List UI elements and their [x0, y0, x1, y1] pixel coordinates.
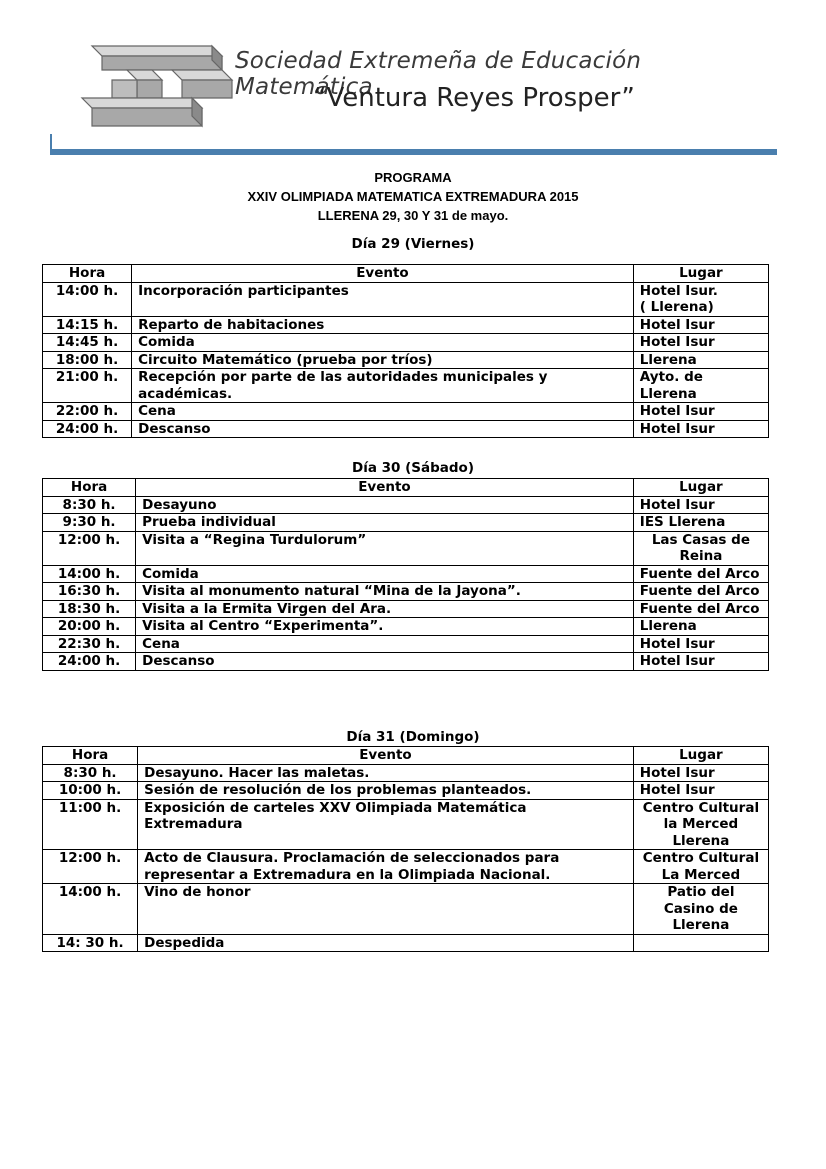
lugar-cell: Patio del Casino de Llerena — [633, 884, 768, 935]
table-row — [43, 583, 769, 601]
col-evento: Evento — [136, 479, 634, 497]
hora-cell: 10:00 h. — [43, 782, 138, 800]
hora-cell: 14: 30 h. — [43, 934, 138, 952]
lugar-cell: Las Casas de Reina — [633, 531, 768, 565]
table-row — [43, 420, 769, 438]
hora-cell: 24:00 h. — [43, 653, 136, 671]
table-row — [43, 799, 769, 850]
table-row — [43, 403, 769, 421]
col-lugar: Lugar — [633, 479, 768, 497]
table-row — [43, 334, 769, 352]
evento-cell: Recepción por parte de las autoridades municipales y académicas. — [132, 369, 634, 403]
col-lugar: Lugar — [633, 747, 768, 765]
evento-cell: Visita a “Regina Turdulorum” — [136, 531, 634, 565]
hora-cell: 12:00 h. — [43, 850, 138, 884]
society-logo-icon — [72, 38, 242, 136]
evento-cell: Despedida — [138, 934, 634, 952]
lugar-cell: Hotel Isur — [633, 420, 768, 438]
hora-cell: 11:00 h. — [43, 799, 138, 850]
hora-cell: 12:00 h. — [43, 531, 136, 565]
day29-table — [42, 264, 769, 438]
lugar-cell: Hotel Isur — [633, 653, 768, 671]
table-row — [43, 764, 769, 782]
evento-cell: Acto de Clausura. Proclamación de seleccionados para representar a Extremadura en la Olimpiada Nacional. — [138, 850, 634, 884]
evento-cell: Desayuno — [136, 496, 634, 514]
table-header-row — [43, 747, 769, 765]
table-row — [43, 653, 769, 671]
lugar-cell: Hotel Isur — [633, 403, 768, 421]
hora-cell: 22:30 h. — [43, 635, 136, 653]
table-row — [43, 884, 769, 935]
program-titles — [0, 168, 826, 225]
lugar-cell: Centro Cultural la Merced Llerena — [633, 799, 768, 850]
lugar-cell — [633, 934, 768, 952]
col-hora: Hora — [43, 479, 136, 497]
day30-title: Día 30 (Sábado) — [351, 460, 474, 476]
evento-cell: Reparto de habitaciones — [132, 316, 634, 334]
evento-cell: Comida — [132, 334, 634, 352]
evento-cell: Cena — [136, 635, 634, 653]
table-row — [43, 618, 769, 636]
hora-cell: 8:30 h. — [43, 764, 138, 782]
col-lugar: Lugar — [633, 265, 768, 283]
lugar-cell: Fuente del Arco — [633, 583, 768, 601]
lugar-cell: Ayto. de Llerena — [633, 369, 768, 403]
table-row — [43, 282, 769, 316]
hora-cell: 16:30 h. — [43, 583, 136, 601]
lugar-cell: Hotel Isur — [633, 635, 768, 653]
table-row — [43, 316, 769, 334]
hora-cell: 14:00 h. — [43, 884, 138, 935]
evento-cell: Visita al Centro “Experimenta”. — [136, 618, 634, 636]
col-evento: Evento — [132, 265, 634, 283]
evento-cell: Visita a la Ermita Virgen del Ara. — [136, 600, 634, 618]
day30-table — [42, 478, 769, 671]
hora-cell: 14:00 h. — [43, 565, 136, 583]
lugar-cell: Hotel Isur — [633, 334, 768, 352]
table-row — [43, 600, 769, 618]
hora-cell: 18:30 h. — [43, 600, 136, 618]
table-header-row — [43, 479, 769, 497]
lugar-cell: Hotel Isur — [633, 782, 768, 800]
evento-cell: Incorporación participantes — [132, 282, 634, 316]
lugar-cell: Llerena — [633, 351, 768, 369]
hora-cell: 8:30 h. — [43, 496, 136, 514]
evento-cell: Exposición de carteles XXV Olimpiada Matemática Extremadura — [138, 799, 634, 850]
evento-cell: Vino de honor — [138, 884, 634, 935]
evento-cell: Circuito Matemático (prueba por tríos) — [132, 351, 634, 369]
evento-cell: Comida — [136, 565, 634, 583]
hora-cell: 14:00 h. — [43, 282, 132, 316]
table-row — [43, 850, 769, 884]
hora-cell: 14:15 h. — [43, 316, 132, 334]
program-title: PROGRAMA — [374, 170, 452, 185]
lugar-cell: Hotel Isur — [633, 764, 768, 782]
table-row — [43, 496, 769, 514]
lugar-cell: Centro Cultural La Merced — [633, 850, 768, 884]
table-row — [43, 635, 769, 653]
lugar-cell: Hotel Isur — [633, 496, 768, 514]
hora-cell: 20:00 h. — [43, 618, 136, 636]
col-hora: Hora — [43, 747, 138, 765]
lugar-cell: Llerena — [633, 618, 768, 636]
evento-cell: Cena — [132, 403, 634, 421]
table-row — [43, 514, 769, 532]
table-row — [43, 369, 769, 403]
lugar-cell: Fuente del Arco — [633, 565, 768, 583]
hora-cell: 21:00 h. — [43, 369, 132, 403]
evento-cell: Visita al monumento natural “Mina de la Jayona”. — [136, 583, 634, 601]
table-row — [43, 934, 769, 952]
evento-cell: Sesión de resolución de los problemas planteados. — [138, 782, 634, 800]
org-name-line1: Sociedad Extremeña de Educación Matemática — [235, 48, 642, 100]
evento-cell: Prueba individual — [136, 514, 634, 532]
lugar-cell: Hotel Isur. ( Llerena) — [633, 282, 768, 316]
lugar-cell: IES Llerena — [633, 514, 768, 532]
evento-cell: Descanso — [136, 653, 634, 671]
letterhead — [50, 38, 777, 158]
lugar-cell: Fuente del Arco — [633, 600, 768, 618]
day31-title: Día 31 (Domingo) — [346, 729, 480, 745]
table-header-row — [43, 265, 769, 283]
lugar-cell: Hotel Isur — [633, 316, 768, 334]
evento-cell: Desayuno. Hacer las maletas. — [138, 764, 634, 782]
evento-cell: Descanso — [132, 420, 634, 438]
hora-cell: 22:00 h. — [43, 403, 132, 421]
org-name-line2: “Ventura Reyes Prosper” — [313, 83, 635, 113]
day31-table — [42, 746, 769, 952]
event-dates: LLERENA 29, 30 Y 31 de mayo. — [317, 208, 509, 223]
hora-cell: 24:00 h. — [43, 420, 132, 438]
table-row — [43, 531, 769, 565]
hora-cell: 18:00 h. — [43, 351, 132, 369]
table-row — [43, 351, 769, 369]
hora-cell: 9:30 h. — [43, 514, 136, 532]
table-row — [43, 565, 769, 583]
event-title: XXIV OLIMPIADA MATEMATICA EXTREMADURA 2015 — [247, 189, 579, 204]
hora-cell: 14:45 h. — [43, 334, 132, 352]
col-evento: Evento — [138, 747, 634, 765]
table-row — [43, 782, 769, 800]
day29-title: Día 29 (Viernes) — [351, 236, 475, 252]
header-bar — [50, 149, 777, 155]
col-hora: Hora — [43, 265, 132, 283]
